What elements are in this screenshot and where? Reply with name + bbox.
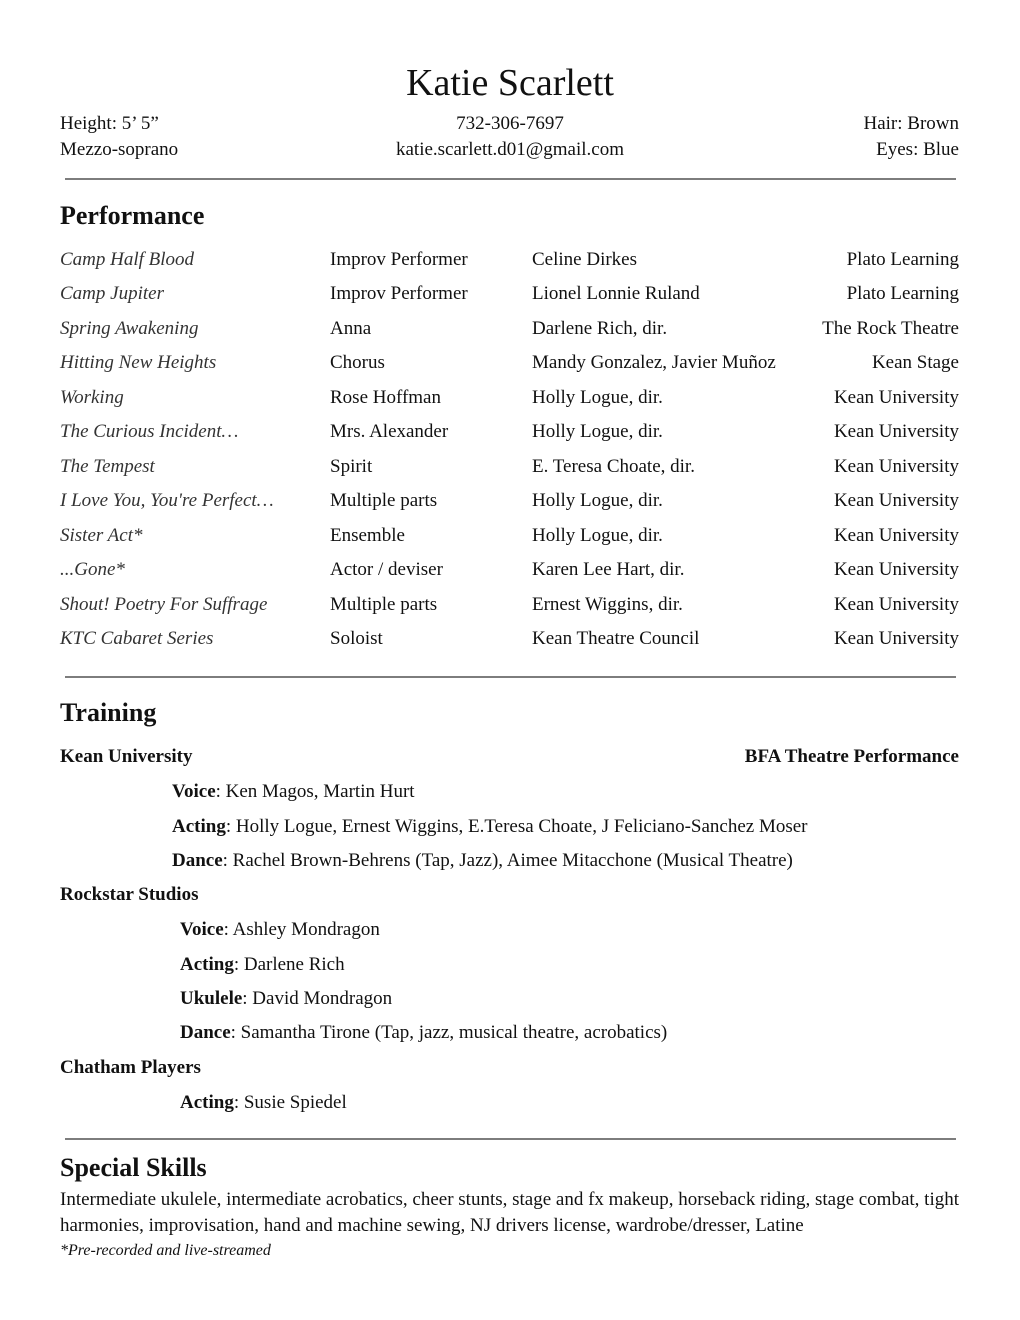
organization: The Rock Theatre [822,318,959,339]
director: Holly Logue, dir. [532,490,663,511]
show-title: Shout! Poetry For Suffrage [60,594,268,615]
phone-number: 732-306-7697 [456,113,564,134]
training-label: Voice [172,781,216,802]
role: Anna [330,318,372,339]
role: Chorus [330,352,385,373]
organization: Kean University [833,456,959,477]
director: Ernest Wiggins, dir. [532,594,683,615]
performance-divider [65,676,956,678]
performer-name: Katie Scarlett [406,62,614,104]
organization: Kean University [833,387,959,408]
director: Holly Logue, dir. [532,421,663,442]
training-label: Dance [180,1022,231,1043]
show-title: Camp Half Blood [60,249,195,270]
performance-row [0,455,1020,489]
show-title: Camp Jupiter [60,283,164,304]
training-divider [65,1138,956,1140]
organization: Kean Stage [871,352,959,373]
header-divider [65,178,956,180]
eyes-stat: Eyes: Blue [876,139,959,160]
organization: Plato Learning [846,283,959,304]
performance-heading: Performance [60,201,205,230]
school-rockstar: Rockstar Studios [60,884,199,905]
training-instructors: : David Mondragon [242,988,393,1009]
director: Mandy Gonzalez, Javier Muñoz [532,352,776,373]
degree: BFA Theatre Performance [744,746,959,767]
role: Spirit [330,456,373,477]
role: Ensemble [330,525,405,546]
show-title: The Tempest [60,456,155,477]
performance-row [0,420,1020,454]
training-instructors: : Holly Logue, Ernest Wiggins, E.Teresa Choate, J Feliciano-Sanchez Moser [225,816,808,837]
training-instructors: : Ken Magos, Martin Hurt [215,781,415,802]
training-label: Ukulele [180,988,243,1009]
training-instructors: : Ashley Mondragon [223,919,380,940]
role: Mrs. Alexander [330,421,449,442]
performance-row [0,351,1020,385]
director: Karen Lee Hart, dir. [532,559,685,580]
organization: Kean University [833,525,959,546]
organization: Kean University [833,421,959,442]
performance-row [0,558,1020,592]
training-label: Dance [172,850,223,871]
training-instructors: : Rachel Brown-Behrens (Tap, Jazz), Aimee Mitacchone (Musical Theatre) [222,850,793,871]
role: Improv Performer [330,283,468,304]
director: Lionel Lonnie Ruland [532,283,700,304]
organization: Plato Learning [846,249,959,270]
role: Multiple parts [330,490,438,511]
training-label: Acting [172,816,226,837]
role: Soloist [330,628,383,649]
role: Actor / deviser [330,559,443,580]
school-chatham: Chatham Players [60,1057,201,1078]
hair-stat: Hair: Brown [863,113,959,134]
training-instructors: : Samantha Tirone (Tap, jazz, musical theatre, acrobatics) [230,1022,668,1043]
email-address: katie.scarlett.d01@gmail.com [395,139,624,160]
voice-type: Mezzo-soprano [60,139,179,160]
performance-row [0,386,1020,420]
training-heading: Training [60,698,157,727]
school-kean: Kean University [60,746,193,767]
show-title: Spring Awakening [60,318,199,339]
training-dance [172,849,793,873]
training-instructors: : Susie Spiedel [233,1092,347,1113]
performance-row [0,489,1020,523]
director: Holly Logue, dir. [532,387,663,408]
training-label: Acting [180,954,234,975]
training-voice [180,918,380,942]
show-title: Working [60,387,124,408]
role: Rose Hoffman [330,387,441,408]
show-title: Hitting New Heights [60,352,217,373]
training-ukulele [180,987,392,1011]
training-acting [180,953,345,977]
show-title: Sister Act* [60,525,143,546]
director: Celine Dirkes [532,249,638,270]
special-skills-text: Intermediate ukulele, intermediate acrobatics, cheer stunts, stage and fx makeup, horseback riding, stage combat, tight harmonies, improvisation, hand and machine sewing, NJ drivers license, wardrobe/dresser, Latine [60,1189,960,1236]
director: Kean Theatre Council [532,628,700,649]
role: Improv Performer [330,249,468,270]
show-title: ...Gone* [60,559,125,580]
performance-row [0,524,1020,558]
training-acting [180,1091,347,1115]
director: Darlene Rich, dir. [532,318,668,339]
performance-row [0,282,1020,316]
performance-row [0,317,1020,351]
height-stat: Height: 5’ 5” [60,113,159,134]
role: Multiple parts [330,594,438,615]
show-title: I Love You, You're Perfect… [60,490,274,511]
show-title: The Curious Incident… [60,421,239,442]
training-label: Voice [180,919,224,940]
training-voice [172,780,415,804]
organization: Kean University [833,490,959,511]
performance-row [0,593,1020,627]
footnote: *Pre-recorded and live-streamed [60,1242,271,1259]
performance-row [0,248,1020,282]
show-title: KTC Cabaret Series [60,628,214,649]
organization: Kean University [833,594,959,615]
training-instructors: : Darlene Rich [233,954,345,975]
training-dance [180,1021,667,1045]
performance-row [0,627,1020,661]
director: Holly Logue, dir. [532,525,663,546]
organization: Kean University [833,559,959,580]
director: E. Teresa Choate, dir. [532,456,695,477]
organization: Kean University [833,628,959,649]
training-acting [172,815,808,839]
training-label: Acting [180,1092,234,1113]
special-skills-heading: Special Skills [60,1153,207,1182]
